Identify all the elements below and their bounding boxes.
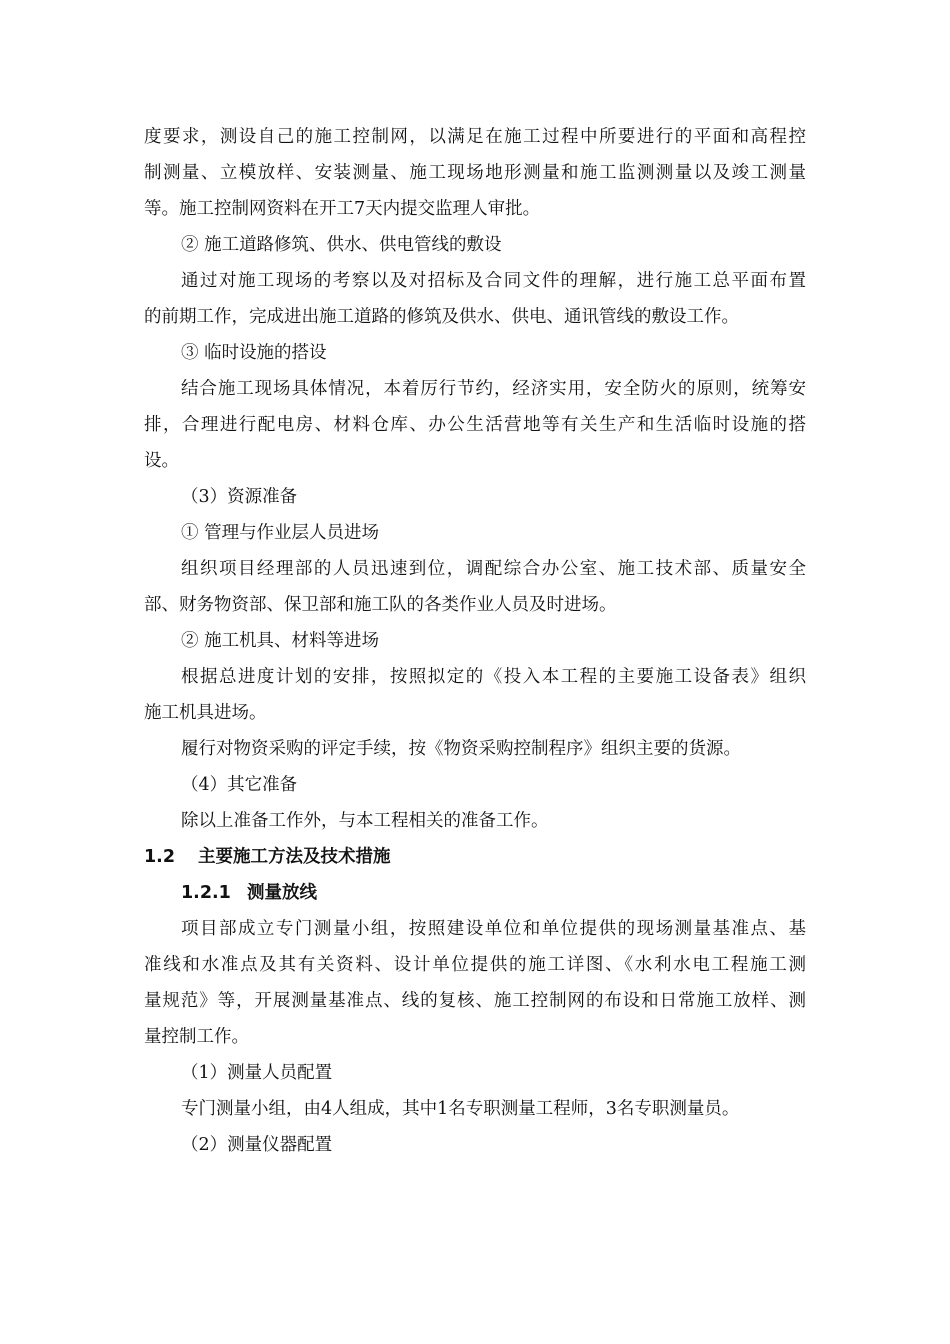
paragraph-line: 量控制工作。: [144, 1027, 249, 1047]
paragraph-line: 履行对物资采购的评定手续，按《物资采购控制程序》组织主要的货源。: [181, 739, 741, 759]
paragraph-line: 项目部成立专门测量小组，按照建设单位和单位提供的现场测量基准点、基: [181, 919, 806, 939]
heading-number: 1.2: [144, 847, 176, 867]
paragraph-line: 部、财务物资部、保卫部和施工队的各类作业人员及时进场。: [144, 595, 617, 615]
paragraph-line: 设。: [144, 451, 179, 471]
paragraph-line: 度要求，测设自己的施工控制网，以满足在施工过程中所要进行的平面和高程控: [144, 127, 806, 147]
paragraph-line: 的前期工作，完成进出施工道路的修筑及供水、供电、通讯管线的敷设工作。: [144, 307, 739, 327]
heading-level-2: [181, 881, 317, 905]
paragraph-line: 除以上准备工作外，与本工程相关的准备工作。: [181, 811, 549, 831]
section-heading: （3）资源准备: [181, 487, 298, 507]
paragraph-line: 组织项目经理部的人员迅速到位，调配综合办公室、施工技术部、质量安全: [181, 559, 806, 579]
paragraph-line: 制测量、立模放样、安装测量、施工现场地形测量和施工监测测量以及竣工测量: [144, 163, 806, 183]
paragraph-line: 准线和水准点及其有关资料、设计单位提供的施工详图、《水利水电工程施工测: [144, 955, 806, 975]
paragraph-line: 根据总进度计划的安排，按照拟定的《投入本工程的主要施工设备表》组织: [181, 667, 806, 687]
paragraph-line: 结合施工现场具体情况，本着厉行节约，经济实用，安全防火的原则，统筹安: [181, 379, 806, 399]
heading-level-1: [144, 845, 391, 869]
section-heading: （1）测量人员配置: [181, 1063, 333, 1083]
paragraph-line: 专门测量小组，由4人组成，其中1名专职测量工程师，3名专职测量员。: [181, 1099, 740, 1119]
heading-title: 主要施工方法及技术措施: [198, 847, 391, 867]
paragraph-line: 通过对施工现场的考察以及对招标及合同文件的理解，进行施工总平面布置: [181, 271, 806, 291]
heading-number: 1.2.1: [181, 883, 231, 903]
paragraph-line: 等。施工控制网资料在开工7天内提交监理人审批。: [144, 199, 541, 219]
subheading: ② 施工机具、材料等进场: [181, 631, 380, 651]
subheading: ① 管理与作业层人员进场: [181, 523, 380, 543]
paragraph-line: 施工机具进场。: [144, 703, 267, 723]
heading-title: 测量放线: [247, 883, 317, 903]
paragraph-line: 排，合理进行配电房、材料仓库、办公生活营地等有关生产和生活临时设施的搭: [144, 415, 806, 435]
subheading: ② 施工道路修筑、供水、供电管线的敷设: [181, 235, 502, 255]
section-heading: （4）其它准备: [181, 775, 298, 795]
subheading: ③ 临时设施的搭设: [181, 343, 327, 363]
section-heading: （2）测量仪器配置: [181, 1135, 333, 1155]
paragraph-line: 量规范》等，开展测量基准点、线的复核、施工控制网的布设和日常施工放样、测: [144, 991, 806, 1011]
